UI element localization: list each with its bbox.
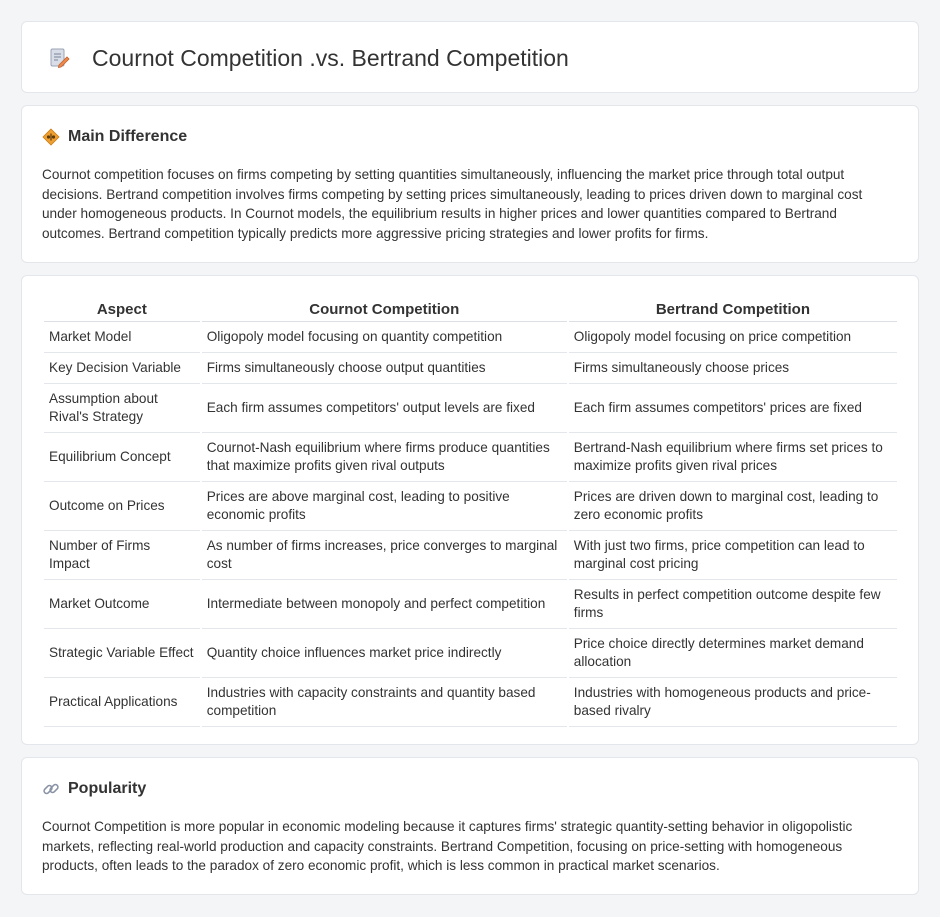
aspect-cell: Strategic Variable Effect xyxy=(44,629,200,678)
table-row xyxy=(44,353,897,384)
cournot-cell: Prices are above marginal cost, leading to positive economic profits xyxy=(202,482,567,531)
cournot-cell: Oligopoly model focusing on quantity competition xyxy=(202,322,567,353)
bertrand-cell: Industries with homogeneous products and price-based rivalry xyxy=(569,678,897,727)
table-header-row xyxy=(44,296,897,322)
document-edit-icon xyxy=(48,47,70,69)
bertrand-cell: Bertrand-Nash equilibrium where firms set prices to maximize profits given rival prices xyxy=(569,433,897,482)
aspect-cell: Practical Applications xyxy=(44,678,200,727)
aspect-cell: Market Outcome xyxy=(44,580,200,629)
comparison-table xyxy=(42,296,899,727)
table-row xyxy=(44,531,897,580)
cournot-cell: Cournot-Nash equilibrium where firms produce quantities that maximize profits given rival outputs xyxy=(202,433,567,482)
bertrand-cell: Price choice directly determines market demand allocation xyxy=(569,629,897,678)
aspect-cell: Assumption about Rival's Strategy xyxy=(44,384,200,433)
bertrand-cell: Oligopoly model focusing on price competition xyxy=(569,322,897,353)
aspect-cell: Equilibrium Concept xyxy=(44,433,200,482)
aspect-cell: Market Model xyxy=(44,322,200,353)
page-title: Cournot Competition .vs. Bertrand Competition xyxy=(92,45,569,71)
table-row xyxy=(44,433,897,482)
aspect-cell: Key Decision Variable xyxy=(44,353,200,384)
column-header-cournot: Cournot Competition xyxy=(202,296,567,322)
popularity-heading xyxy=(42,780,146,798)
title-card xyxy=(21,21,919,93)
popularity-card xyxy=(21,757,919,895)
bertrand-cell: With just two firms, price competition can lead to marginal cost pricing xyxy=(569,531,897,580)
table-row xyxy=(44,384,897,433)
aspect-cell: Number of Firms Impact xyxy=(44,531,200,580)
cournot-cell: Quantity choice influences market price indirectly xyxy=(202,629,567,678)
main-difference-heading xyxy=(42,128,187,146)
link-icon xyxy=(42,780,60,798)
comparison-card xyxy=(21,275,919,745)
table-row xyxy=(44,322,897,353)
table-row xyxy=(44,629,897,678)
main-difference-card xyxy=(21,105,919,263)
popularity-title: Popularity xyxy=(68,780,147,797)
bertrand-cell: Results in perfect competition outcome despite few firms xyxy=(569,580,897,629)
main-difference-text: Cournot competition focuses on firms competing by setting quantities simultaneously, influencing the market price through total output decisions. Bertrand competition involves firms competing by setting prices simultaneously, leading to prices driven down to marginal cost under homogeneous products. In Cournot models, the equilibrium results in higher prices and lower quantities compared to Bertrand outcomes. Bertrand competition typically predicts more aggressive pricing strategies and lower profits for firms. xyxy=(42,167,863,241)
cournot-cell: As number of firms increases, price converges to marginal cost xyxy=(202,531,567,580)
bertrand-cell: Firms simultaneously choose prices xyxy=(569,353,897,384)
cournot-cell: Industries with capacity constraints and quantity based competition xyxy=(202,678,567,727)
bertrand-cell: Prices are driven down to marginal cost, leading to zero economic profits xyxy=(569,482,897,531)
popularity-text: Cournot Competition is more popular in economic modeling because it captures firms' strategic quantity-setting behavior in oligopolistic markets, reflecting real-world production and capacity constraints. Bertrand Competition, focusing on price-setting with homogeneous products, often leads to the paradox of zero economic profit, which is less common in practical market scenarios. xyxy=(42,819,853,873)
table-row xyxy=(44,580,897,629)
column-header-aspect: Aspect xyxy=(44,296,200,322)
bertrand-cell: Each firm assumes competitors' prices are fixed xyxy=(569,384,897,433)
cournot-cell: Each firm assumes competitors' output levels are fixed xyxy=(202,384,567,433)
column-header-bertrand: Bertrand Competition xyxy=(569,296,897,322)
diamond-sign-icon xyxy=(42,128,60,146)
cournot-cell: Intermediate between monopoly and perfect competition xyxy=(202,580,567,629)
table-row xyxy=(44,482,897,531)
cournot-cell: Firms simultaneously choose output quantities xyxy=(202,353,567,384)
aspect-cell: Outcome on Prices xyxy=(44,482,200,531)
table-row xyxy=(44,678,897,727)
main-difference-title: Main Difference xyxy=(68,128,188,145)
